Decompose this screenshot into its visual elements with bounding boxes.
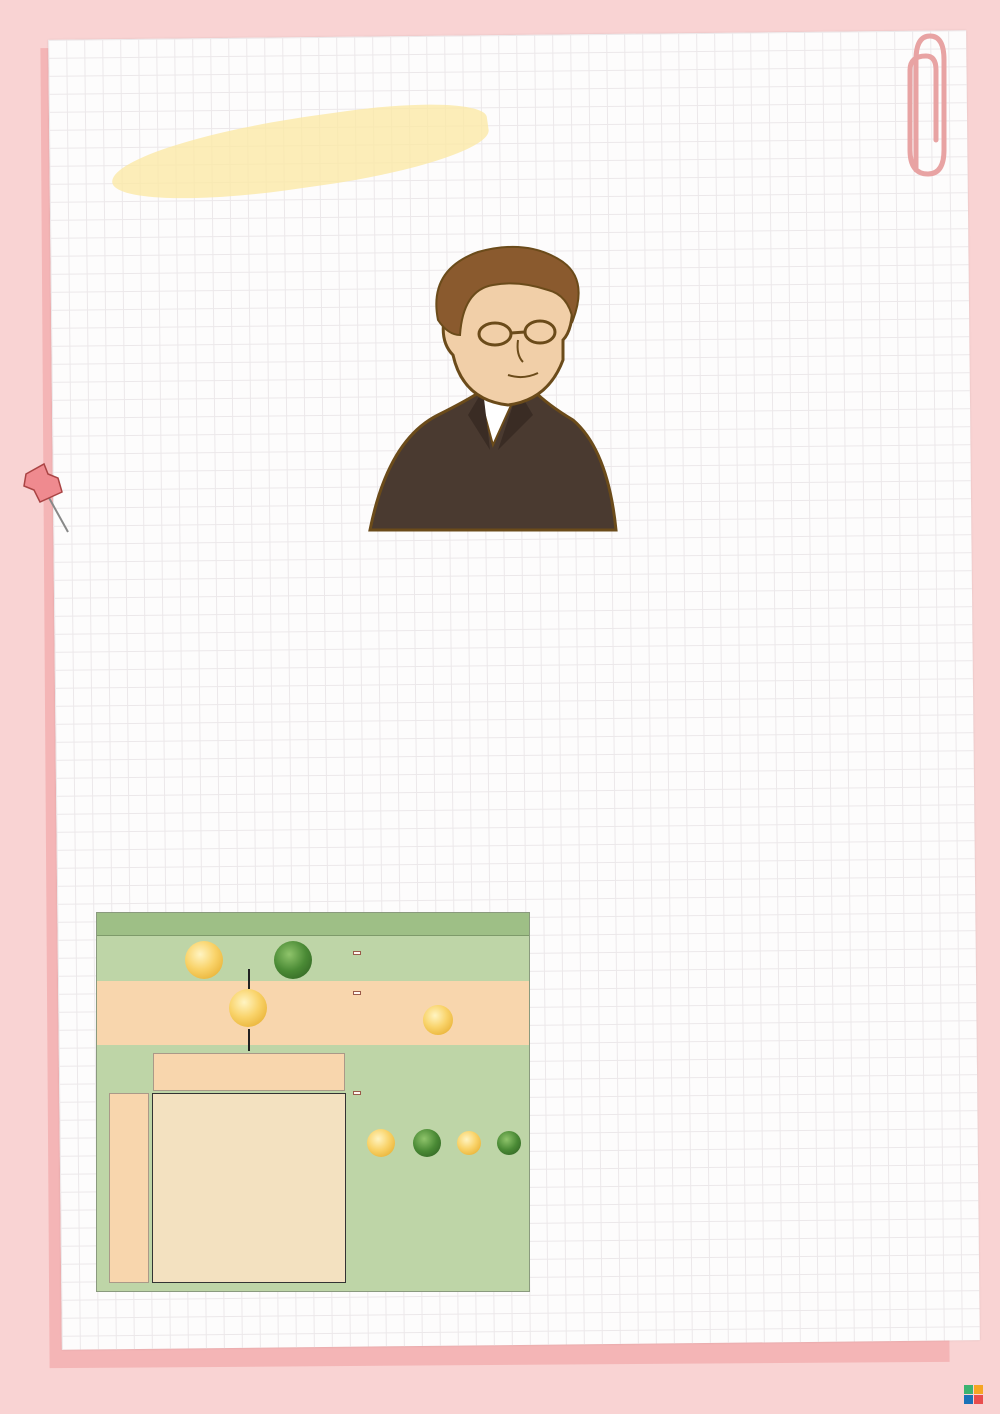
- parent-pea-green: [274, 941, 312, 979]
- f1-band: [97, 981, 529, 1045]
- f1-generation-label: [353, 991, 361, 995]
- f1-phenotype-pea: [423, 1005, 453, 1035]
- ratio-pea-green-round: [413, 1129, 441, 1157]
- gamete-header-box: [153, 1053, 345, 1091]
- dihybrid-cross-diagram: [96, 912, 530, 1292]
- ratio-pea-yellow-wrinkled: [457, 1131, 481, 1155]
- parent-pea-yellow: [185, 941, 223, 979]
- liveworksheets-logo[interactable]: [964, 1385, 986, 1404]
- paperclip-icon: [898, 30, 950, 180]
- f2-generation-label: [353, 1091, 361, 1095]
- mendel-portrait: [368, 240, 618, 532]
- diagram-title: [97, 913, 529, 936]
- arrow-f1-to-f2: [248, 1029, 250, 1051]
- punnett-square: [152, 1093, 346, 1283]
- logo-blocks-icon: [964, 1385, 983, 1404]
- p-generation-label: [353, 951, 361, 955]
- gamete-side-box: [109, 1093, 149, 1283]
- arrow-p-to-f1: [248, 969, 250, 989]
- ratio-pea-green-wrinkled: [497, 1131, 521, 1155]
- pushpin-icon: [18, 460, 78, 535]
- ratio-pea-yellow-round: [367, 1129, 395, 1157]
- f1-pea: [229, 989, 267, 1027]
